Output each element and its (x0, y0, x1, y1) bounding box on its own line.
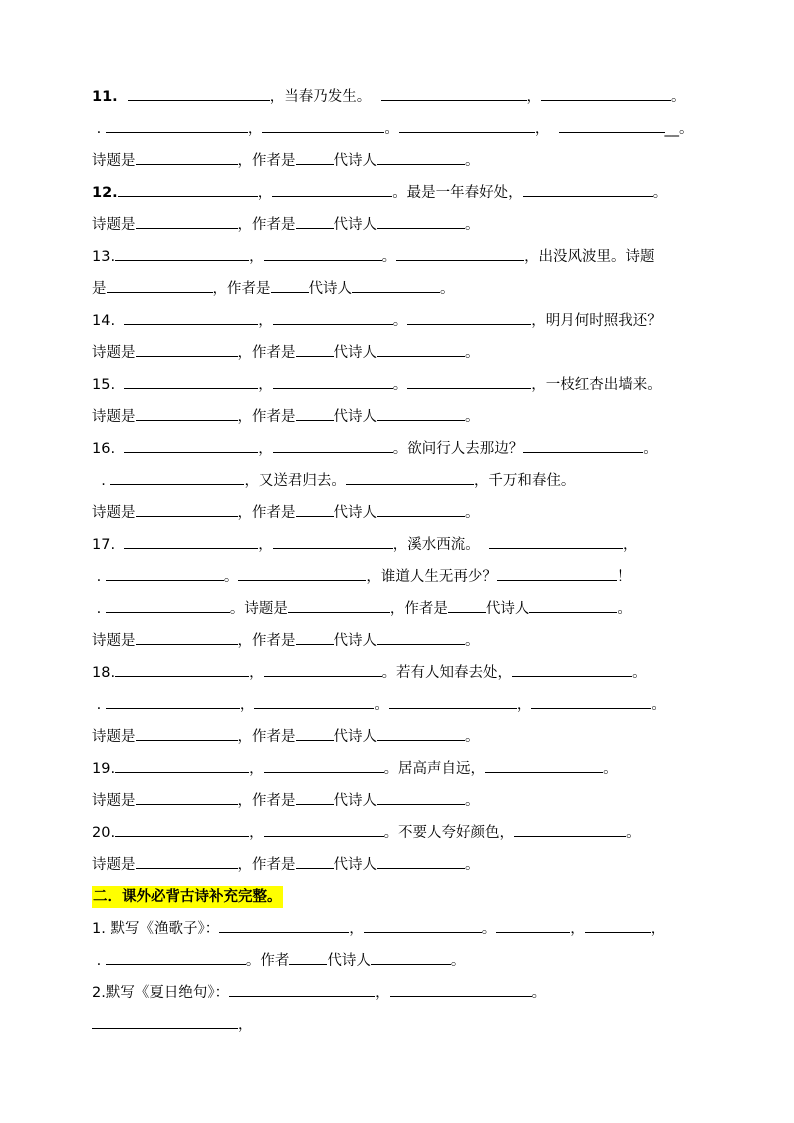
line-text: ，作者是 (237, 729, 296, 745)
line-text: 16. (92, 441, 125, 457)
answer-blank[interactable] (523, 182, 653, 197)
worksheet-line (92, 86, 686, 108)
line-text: ，当春乃发生。 (269, 89, 381, 105)
answer-blank[interactable] (390, 982, 532, 997)
answer-blank[interactable] (346, 470, 474, 485)
line-text: ， (650, 921, 666, 937)
answer-blank[interactable] (289, 950, 327, 965)
line-text: 代诗人 (333, 505, 377, 521)
answer-blank[interactable] (377, 726, 465, 741)
answer-blank[interactable] (399, 118, 535, 133)
answer-blank[interactable] (136, 150, 238, 165)
answer-blank[interactable] (124, 438, 258, 453)
line-text: ， (258, 537, 273, 553)
answer-blank[interactable] (110, 470, 244, 485)
answer-blank[interactable] (377, 406, 465, 421)
answer-blank[interactable] (296, 726, 334, 741)
line-text: 代诗人 (333, 793, 377, 809)
worksheet-line (92, 502, 480, 524)
line-text: 。 (450, 953, 466, 969)
answer-blank[interactable] (296, 150, 334, 165)
line-text: ，出没风波里。诗题 (524, 249, 655, 265)
line-text: 。 (465, 729, 480, 745)
line-text: 。不要人夸好颜色， (383, 825, 515, 841)
line-text: ， (526, 89, 542, 105)
worksheet-line (92, 982, 546, 1004)
answer-blank[interactable] (272, 182, 392, 197)
answer-blank[interactable] (296, 342, 334, 357)
worksheet-line (92, 342, 480, 364)
worksheet-line (92, 438, 658, 460)
answer-blank[interactable] (377, 214, 465, 229)
line-text: 。作者 (245, 953, 290, 969)
worksheet-line (92, 470, 575, 492)
line-text: 19. (92, 761, 116, 777)
answer-blank[interactable] (377, 790, 465, 805)
line-text: 代诗人 (333, 153, 377, 169)
answer-blank[interactable] (407, 310, 531, 325)
line-text: 代诗人 (333, 857, 377, 873)
answer-blank[interactable] (352, 278, 440, 293)
line-text: 。 (223, 569, 239, 585)
line-text: . (92, 473, 111, 489)
section-heading: 二．课外必背古诗补充完整。 (92, 886, 283, 908)
line-text: ， (375, 985, 390, 1001)
line-text: ，谁道人生无再少？ (366, 569, 497, 585)
line-text: 诗题是 (92, 857, 136, 873)
line-text: 。 (626, 825, 641, 841)
line-text: 。 (381, 249, 397, 265)
line-text: 。 (374, 697, 389, 713)
answer-blank[interactable] (106, 950, 246, 965)
line-text: ， (238, 1017, 253, 1033)
answer-blank[interactable] (124, 374, 258, 389)
line-text: 14. (92, 313, 125, 329)
answer-blank[interactable] (115, 758, 249, 773)
answer-blank[interactable] (136, 214, 238, 229)
line-text: 。最是一年春好处， (392, 185, 523, 201)
line-text: 诗题是 (92, 633, 136, 649)
line-text: ，明月何时照我还？ (531, 313, 662, 329)
line-text: 是 (92, 281, 107, 297)
line-text: 代诗人 (333, 345, 377, 361)
line-text: . (92, 697, 106, 713)
line-text: 诗题是 (92, 153, 136, 169)
line-text: 。居高声自远， (383, 761, 486, 777)
answer-blank[interactable] (271, 278, 309, 293)
answer-blank[interactable] (118, 182, 258, 197)
answer-blank[interactable] (559, 118, 665, 133)
answer-blank[interactable] (106, 566, 224, 581)
answer-blank[interactable] (264, 758, 384, 773)
line-text: 18. (92, 665, 116, 681)
answer-blank[interactable] (371, 950, 451, 965)
answer-blank[interactable] (273, 438, 393, 453)
line-text: 诗题是 (92, 505, 136, 521)
answer-blank[interactable] (296, 790, 334, 805)
line-text: 诗题是 (92, 409, 136, 425)
line-text: 11. (92, 89, 128, 105)
answer-blank[interactable] (229, 982, 375, 997)
line-text: ，一枝红杏出墙来。 (531, 377, 662, 393)
line-text: ，作者是 (237, 633, 296, 649)
line-text: 。 (643, 441, 658, 457)
answer-blank[interactable] (264, 822, 384, 837)
worksheet-line (92, 790, 480, 812)
answer-blank[interactable] (136, 854, 238, 869)
answer-blank[interactable] (136, 630, 238, 645)
worksheet-line (92, 1014, 253, 1036)
worksheet-line (92, 118, 694, 140)
answer-blank[interactable] (585, 918, 651, 933)
line-text: ， (258, 441, 273, 457)
line-text: ， (247, 121, 263, 137)
line-text: ， (249, 761, 264, 777)
answer-blank[interactable] (381, 86, 527, 101)
line-text: ， (534, 121, 559, 137)
line-text: 。 (392, 313, 408, 329)
line-text: 。 (632, 665, 647, 681)
worksheet-line (92, 406, 480, 428)
line-text: 代诗人 (333, 217, 377, 233)
line-text: ，作者是 (212, 281, 271, 297)
line-text: 。 (440, 281, 455, 297)
line-text: 诗题是 (92, 729, 136, 745)
answer-blank[interactable] (136, 790, 238, 805)
answer-blank[interactable] (128, 86, 270, 101)
line-text: ， (623, 537, 638, 553)
line-text: . (92, 953, 106, 969)
line-text: ，溪水西流。 (392, 537, 489, 553)
line-text: ，作者是 (237, 857, 296, 873)
answer-blank[interactable] (115, 662, 249, 677)
answer-blank[interactable] (514, 822, 626, 837)
answer-blank[interactable] (115, 822, 249, 837)
worksheet-line (92, 566, 631, 588)
answer-blank[interactable] (115, 246, 249, 261)
worksheet-line (92, 886, 283, 908)
answer-blank[interactable] (92, 1014, 238, 1029)
answer-blank[interactable] (264, 246, 382, 261)
line-text: 。 (392, 377, 408, 393)
line-text: 。若有人知春去处， (381, 665, 513, 681)
line-text: 20. (92, 825, 116, 841)
answer-blank[interactable] (448, 598, 486, 613)
answer-blank[interactable] (264, 662, 382, 677)
line-text: ， (349, 921, 364, 937)
line-text: ， (249, 249, 264, 265)
line-text: 。 (651, 697, 666, 713)
answer-blank[interactable] (124, 310, 258, 325)
answer-blank[interactable] (124, 534, 258, 549)
line-text: ， (249, 825, 264, 841)
line-text: 。 (531, 985, 547, 1001)
answer-blank[interactable] (273, 374, 393, 389)
answer-blank[interactable] (497, 566, 617, 581)
answer-blank[interactable] (296, 214, 334, 229)
worksheet-line (92, 662, 647, 684)
answer-blank[interactable] (407, 374, 531, 389)
line-text: __。 (664, 121, 694, 137)
line-text: 。 (465, 153, 480, 169)
line-text: ， (570, 921, 585, 937)
line-text: 。 (465, 857, 480, 873)
answer-blank[interactable] (531, 694, 651, 709)
worksheet-line (92, 310, 662, 332)
answer-blank[interactable] (523, 438, 643, 453)
worksheet-line (92, 854, 480, 876)
line-text: ！ (616, 569, 632, 585)
line-text: 。 (465, 345, 480, 361)
answer-blank[interactable] (136, 502, 238, 517)
line-text: 1. 默写《渔歌子》： (92, 921, 220, 937)
line-text: 。 (617, 601, 632, 617)
answer-blank[interactable] (273, 310, 393, 325)
line-text: 12. (92, 185, 118, 201)
line-text: 2.默写《夏日绝句》： (92, 985, 230, 1001)
worksheet-line (92, 726, 480, 748)
line-text: 诗题是 (92, 217, 136, 233)
worksheet-line (92, 630, 480, 652)
line-text: ， (249, 665, 264, 681)
answer-blank[interactable] (106, 694, 240, 709)
line-text: ， (516, 697, 532, 713)
answer-blank[interactable] (296, 854, 334, 869)
worksheet-line (92, 758, 618, 780)
answer-blank[interactable] (377, 502, 465, 517)
line-text: ， (257, 185, 273, 201)
worksheet-line (92, 150, 480, 172)
worksheet-line (92, 918, 665, 940)
line-text: 代诗人 (333, 729, 377, 745)
line-text: 。 (465, 793, 480, 809)
answer-blank[interactable] (238, 566, 366, 581)
answer-blank[interactable] (262, 118, 384, 133)
answer-blank[interactable] (296, 502, 334, 517)
line-text: ，作者是 (237, 153, 296, 169)
line-text: ，作者是 (389, 601, 448, 617)
line-text: 代诗人 (333, 633, 377, 649)
worksheet-line (92, 598, 632, 620)
answer-blank[interactable] (296, 406, 334, 421)
answer-blank[interactable] (485, 758, 603, 773)
line-text: . (92, 601, 106, 617)
worksheet-line (92, 214, 480, 236)
line-text: ，作者是 (237, 345, 296, 361)
line-text: 。 (603, 761, 618, 777)
line-text: ，作者是 (237, 793, 296, 809)
line-text: 。 (652, 185, 668, 201)
line-text: 。 (671, 89, 686, 105)
line-text: ，千万和春住。 (473, 473, 576, 489)
answer-blank[interactable] (136, 406, 238, 421)
answer-blank[interactable] (273, 534, 393, 549)
line-text: ，又送君归去。 (244, 473, 346, 489)
worksheet-line (92, 278, 455, 300)
line-text: ，作者是 (237, 217, 296, 233)
answer-blank[interactable] (296, 630, 334, 645)
line-text: 代诗人 (333, 409, 377, 425)
line-text: 代诗人 (308, 281, 352, 297)
answer-blank[interactable] (288, 598, 390, 613)
line-text: 15. (92, 377, 125, 393)
answer-blank[interactable] (489, 534, 623, 549)
line-text: ，作者是 (237, 409, 296, 425)
worksheet-line (92, 950, 465, 972)
worksheet-line (92, 534, 638, 556)
answer-blank[interactable] (512, 662, 632, 677)
line-text: 。 (465, 217, 480, 233)
line-text: ， (239, 697, 255, 713)
line-text: 17. (92, 537, 125, 553)
line-text: 。 (384, 121, 399, 137)
answer-blank[interactable] (377, 854, 465, 869)
line-text: 代诗人 (485, 601, 530, 617)
answer-blank[interactable] (364, 918, 482, 933)
answer-blank[interactable] (396, 246, 524, 261)
line-text: 13. (92, 249, 116, 265)
answer-blank[interactable] (106, 118, 248, 133)
line-text: 。诗题是 (229, 601, 288, 617)
line-text: . (92, 121, 106, 137)
worksheet-line (92, 182, 667, 204)
answer-blank[interactable] (377, 630, 465, 645)
answer-blank[interactable] (377, 342, 465, 357)
answer-blank[interactable] (389, 694, 517, 709)
worksheet-line (92, 374, 662, 396)
worksheet-line (92, 822, 641, 844)
line-text: 诗题是 (92, 793, 136, 809)
line-text: ， (258, 377, 273, 393)
answer-blank[interactable] (529, 598, 617, 613)
line-text: 。 (465, 409, 480, 425)
answer-blank[interactable] (106, 598, 230, 613)
worksheet-line (92, 246, 655, 268)
line-text: 诗题是 (92, 345, 136, 361)
line-text: . (92, 569, 106, 585)
line-text: 。 (481, 921, 497, 937)
line-text: 。 (465, 505, 480, 521)
line-text: 。 (465, 633, 480, 649)
line-text: 。欲问行人去那边？ (392, 441, 524, 457)
answer-blank[interactable] (107, 278, 213, 293)
line-text: 代诗人 (327, 953, 371, 969)
line-text: ，作者是 (237, 505, 296, 521)
answer-blank[interactable] (136, 726, 238, 741)
answer-blank[interactable] (377, 150, 465, 165)
answer-blank[interactable] (541, 86, 671, 101)
worksheet-line (92, 694, 666, 716)
line-text: ， (258, 313, 273, 329)
answer-blank[interactable] (496, 918, 570, 933)
answer-blank[interactable] (219, 918, 349, 933)
answer-blank[interactable] (254, 694, 374, 709)
answer-blank[interactable] (136, 342, 238, 357)
